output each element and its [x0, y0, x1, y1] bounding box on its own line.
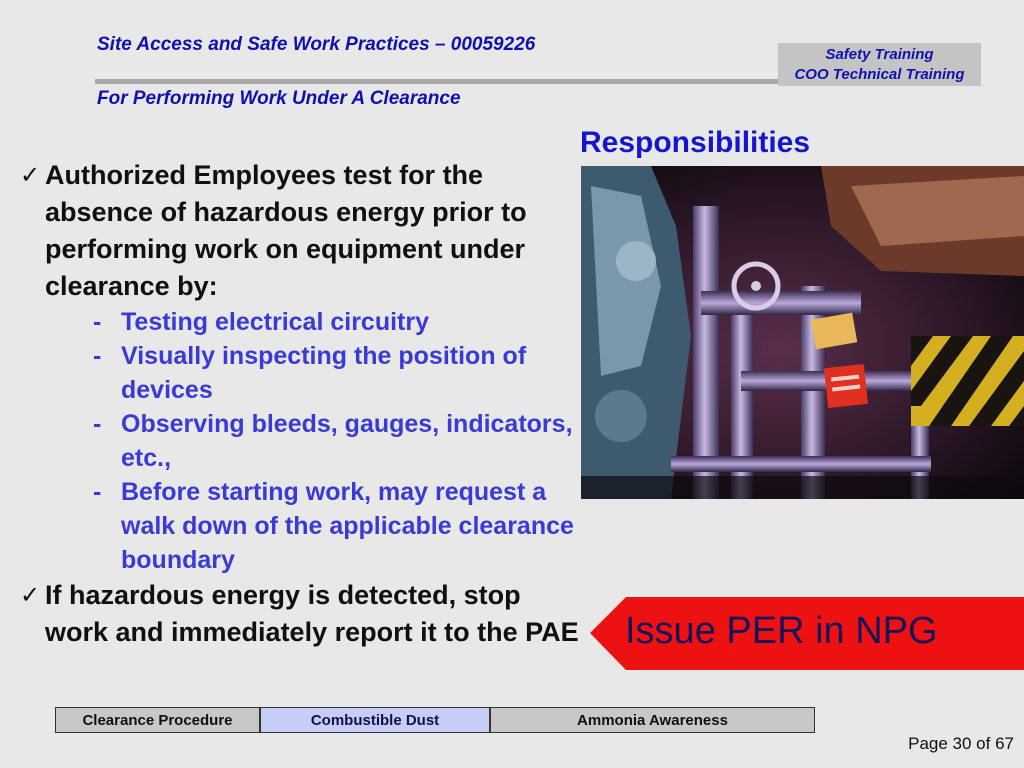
bullet-text: If hazardous energy is detected, stop work and immediately report it to the PAE: [45, 580, 579, 647]
dash-marker: -: [93, 342, 102, 370]
badge-line-2: COO Technical Training: [794, 66, 965, 83]
header-divider: [95, 79, 778, 84]
dash-marker: -: [93, 410, 102, 438]
training-badge: [778, 43, 981, 86]
sub-item: [45, 305, 580, 339]
page-number: Page 30 of 67: [908, 734, 1014, 753]
sub-item: [45, 339, 580, 407]
bullet-text: Authorized Employees test for the absence of hazardous energy prior to performing work on equipment under clearance by:: [45, 160, 527, 301]
topic-nav: [55, 707, 815, 733]
equipment-photo: [581, 166, 1024, 499]
bullet-list: [20, 157, 580, 651]
sub-item-text: Observing bleeds, gauges, indicators, etc.,: [121, 410, 573, 472]
dash-marker: -: [93, 308, 102, 336]
checkmark-icon: ✓: [20, 581, 41, 609]
clearance-procedure-button[interactable]: Clearance Procedure: [55, 707, 260, 733]
bullet-item: [20, 577, 580, 651]
section-title: Responsibilities: [580, 126, 811, 159]
ammonia-awareness-button[interactable]: Ammonia Awareness: [490, 707, 815, 733]
sub-item-text: Before starting work, may request a walk down of the applicable clearance boundary: [121, 478, 574, 574]
sub-item-text: Visually inspecting the position of devices: [121, 342, 527, 404]
presentation-subtitle: For Performing Work Under A Clearance: [97, 88, 461, 109]
bullet-item: [20, 157, 580, 577]
dash-marker: -: [93, 478, 102, 506]
presentation-title: Site Access and Safe Work Practices – 00059226: [97, 34, 536, 55]
badge-line-1: Safety Training: [825, 46, 934, 63]
sub-item: [45, 475, 580, 577]
sub-item-text: Testing electrical circuitry: [121, 308, 429, 336]
sub-item: [45, 407, 580, 475]
callout-text: Issue PER in NPG: [625, 610, 938, 652]
combustible-dust-button[interactable]: Combustible Dust: [260, 707, 490, 733]
checkmark-icon: ✓: [20, 161, 41, 189]
sub-list: [45, 305, 580, 577]
